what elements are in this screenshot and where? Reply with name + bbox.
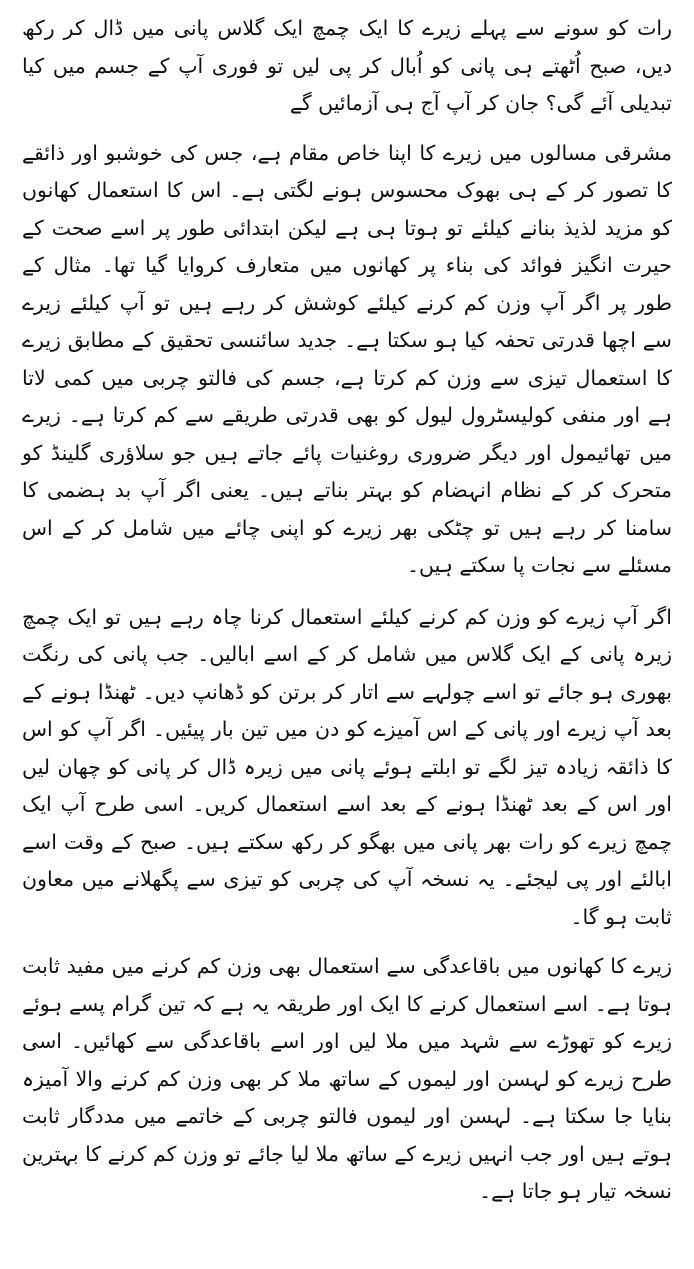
article-body	[22, 10, 672, 1260]
cumin-water-method-paragraph: اگر آپ زیرے کو وزن کم کرنے کیلئے استعمال کرنا چاہ رہے ہیں تو ایک چمچ زیرہ پانی کے ایک گلاس میں شامل کر کے اسے ابالیں۔ جب پانی کی رنگت بھوری ہو جائے تو اسے چولہے سے اتار کر برتن کو ڈھانپ دیں۔ ٹھنڈا ہونے کے بعد آپ زیرے اور پانی کے اس آمیزے کو دن میں تین بار پیئیں۔ اگر آپ کو اس کا ذائقہ زیادہ تیز لگے تو ابلتے ہوئے پانی میں زیرہ ڈال کر پانی کو چھان لیں اور اس کے بعد ٹھنڈا ہونے کے بعد اسے استعمال کریں۔ اسی طرح آپ ایک چمچ زیرے کو رات بھر پانی میں بھگو کر رکھ سکتے ہیں۔ صبح کے وقت اسے ابالئے اور پی لیجئے۔ یہ نسخہ آپ کی چربی کو تیزی سے پگھلانے میں معاون ثابت ہو گا۔	[22, 604, 672, 929]
cumin-usage-tips-paragraph: زیرے کا کھانوں میں باقاعدگی سے استعمال بھی وزن کم کرنے میں مفید ثابت ہوتا ہے۔ اسے استعمال کرنے کا ایک اور طریقہ یہ ہے کہ تین گرام پسے ہوئے زیرے کو تھوڑے سے شہد میں ملا لیں اور اسے باقاعدگی سے کھائیں۔ اسی طرح زیرے کو لہسن اور لیموں کے ساتھ ملا کر بھی وزن کم کرنے والا آمیزہ بنایا جا سکتا ہے۔ لہسن اور لیموں فالتو چربی کے خاتمے میں مددگار ثابت ہوتے ہیں اور جب انہیں زیرے کے ساتھ ملا لیا جائے تو وزن کم کرنے کا بہترین نسخہ تیار ہو جاتا ہے۔	[22, 954, 672, 1203]
cumin-benefits-paragraph: مشرقی مسالوں میں زیرے کا اپنا خاص مقام ہے، جس کی خوشبو اور ذائقے کا تصور کر کے ہی بھوک محسوس ہونے لگتی ہے۔ اس کا استعمال کھانوں کو مزید لذیذ بنانے کیلئے تو ہوتا ہی ہے لیکن ابتدائی طور پر اسے صحت کے حیرت انگیز فوائد کی بناء پر کھانوں میں متعارف کروایا گیا تھا۔ مثال کے طور پر اگر آپ وزن کم کرنے کیلئے کوشش کر رہے ہیں تو آپ کیلئے زیرے سے اچھا قدرتی تحفہ کیا ہو سکتا ہے۔ جدید سائنسی تحقیق کے مطابق زیرے کا استعمال تیزی سے وزن کم کرتا ہے، جسم کی فالتو چربی میں کمی لاتا ہے اور منفی کولیسٹرول لیول کو بھی قدرتی طریقے سے کم کرتا ہے۔ زیرے میں تھائیمول اور دیگر ضروری روغنیات پائے جاتے ہیں جو سلاؤری گلینڈ کو متحرک کر کے نظام انہضام کو بہتر بناتے ہیں۔ یعنی اگر آپ بد ہضمی کا سامنا کر رہے ہیں تو چٹکی بھر زیرے کو اپنی چائے میں شامل کر کے اس مسئلے سے نجات پا سکتے ہیں۔	[22, 140, 672, 577]
intro-paragraph: رات کو سونے سے پہلے زیرے کا ایک چمچ ایک گلاس پانی میں ڈال کر رکھ دیں، صبح اُٹھتے ہی پانی کو اُبال کر پی لیں تو فوری آپ کے جسم میں کیا تبدیلی آئے گی؟ جان کر آپ آج ہی آزمائیں گے	[22, 16, 672, 115]
